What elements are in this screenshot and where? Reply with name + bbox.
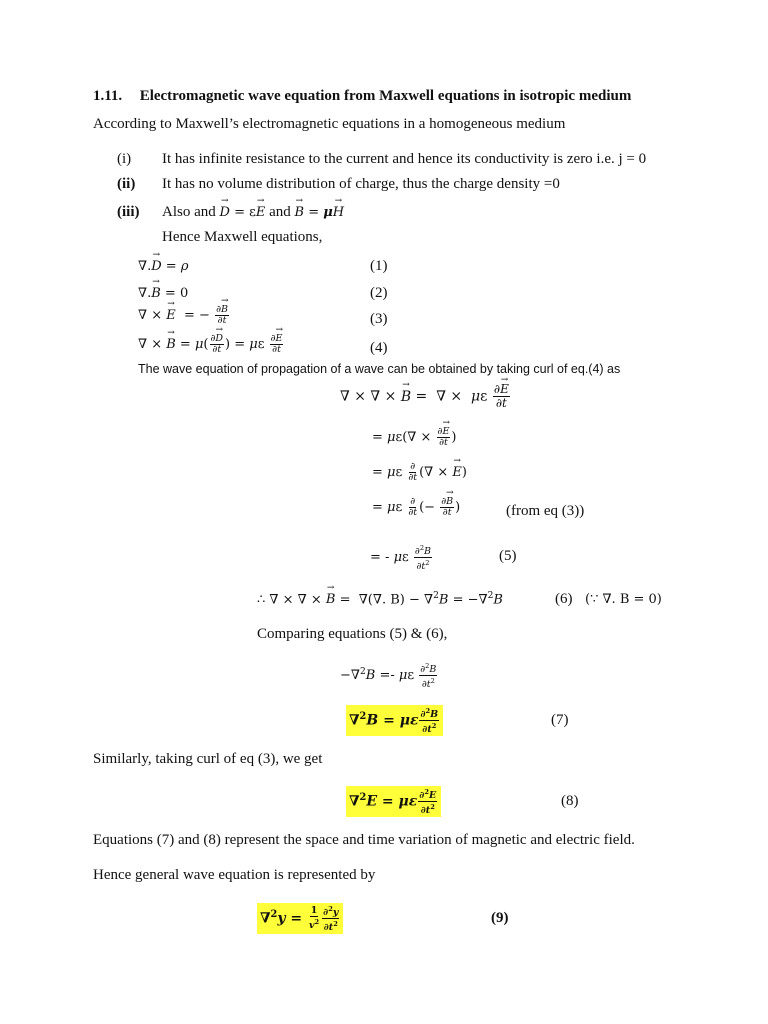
eq-number-7: (7)	[551, 712, 569, 728]
condition-marker-3: (iii)	[117, 204, 140, 220]
equation-8-highlight: ∇$^2$E = με $\frac{\partial^2E}{\partial t^2}$	[346, 786, 441, 817]
derivation-line-4: = με $\frac{\partial}{\partial t}$ (− $\frac{\partial\to B}{\partial t}$ )	[372, 497, 460, 518]
wave-intro: The wave equation of propagation of a wave can be obtained by taking curl of eq.(4) as	[138, 362, 621, 376]
derivation-line-1: ∇ × ∇ × → B = ∇ × με $\frac{\partial\to E}{\partial t}$	[340, 383, 511, 410]
section-number: 1.11.	[93, 88, 123, 104]
derivation-line-2: = με(∇ × $\frac{\partial\to E}{\partial t}$ )	[372, 427, 456, 448]
eq-number-3: (3)	[370, 311, 388, 327]
condition-marker-2: (ii)	[117, 176, 136, 192]
eq-number-4: (4)	[370, 340, 388, 356]
eq-number-2: (2)	[370, 285, 388, 301]
equation-9-highlight: ∇$^2$y = $\frac{1}{v^2}$ $\frac{\partial^2y}{\partial t^2}$	[257, 903, 343, 934]
eq-number-5: (5)	[499, 548, 517, 564]
condition-text-3: Also and → D = ε→ E and → B = μ→ H	[162, 204, 344, 221]
equation-6: ∴ ∇ × ∇ × → B = ∇(∇. B) − ∇$^2$B = −∇$^2$B	[257, 591, 503, 607]
condition-text-2: It has no volume distribution of charge, thus the charge density =0	[162, 176, 560, 192]
hence-maxwell: Hence Maxwell equations,	[162, 229, 323, 245]
maxwell-eq-2: ∇.→ B = 0	[138, 286, 188, 301]
hence-general-text: Hence general wave equation is represented by	[93, 867, 376, 883]
comparing-text: Comparing equations (5) & (6),	[257, 626, 448, 642]
from-eq3-note: (from eq (3))	[506, 503, 585, 519]
maxwell-eq-3: ∇ × → E = − $\frac{\partial\to B}{\partial t}$	[138, 305, 230, 326]
intro-text: According to Maxwell’s electromagnetic equations in a homogeneous medium	[93, 116, 566, 132]
condition-text-1: It has infinite resistance to the current and hence its conductivity is zero i.e. j = 0	[162, 151, 647, 167]
eq-number-6: (6)	[555, 591, 573, 607]
condition-marker-1: (i)	[117, 151, 132, 167]
since-note: (∵ ∇. B = 0)	[585, 592, 662, 607]
section-title: Electromagnetic wave equation from Maxwell equations in isotropic medium	[139, 88, 632, 104]
maxwell-eq-1: ∇.→ D = ρ	[138, 259, 188, 274]
condition-text-3-prefix: Also and	[162, 204, 216, 220]
equation-7-highlight: ∇$^2$B = με $\frac{\partial^2B}{\partial t^2}$	[346, 705, 443, 736]
similarly-text: Similarly, taking curl of eq (3), we get	[93, 751, 323, 767]
eq-number-9: (9)	[491, 910, 509, 926]
derivation-line-5: = - με $\frac{\partial^2B}{\partial t^2}$	[370, 544, 432, 573]
equations-represent-text: Equations (7) and (8) represent the space and time variation of magnetic and electric field.	[93, 832, 635, 848]
section-heading	[93, 88, 631, 105]
maxwell-eq-4: ∇ × → B = μ( $\frac{\partial\to D}{\partial t}$ ) = με $\frac{\partial\to E}{\partial t}$	[138, 334, 284, 355]
comparison-line: −∇$^2$B =- με $\frac{\partial^2B}{\partial t^2}$	[340, 662, 437, 691]
eq-number-1: (1)	[370, 258, 388, 274]
eq-number-8: (8)	[561, 793, 579, 809]
derivation-line-3: = με $\frac{\partial}{\partial t}$ (∇ × → E)	[372, 462, 467, 483]
